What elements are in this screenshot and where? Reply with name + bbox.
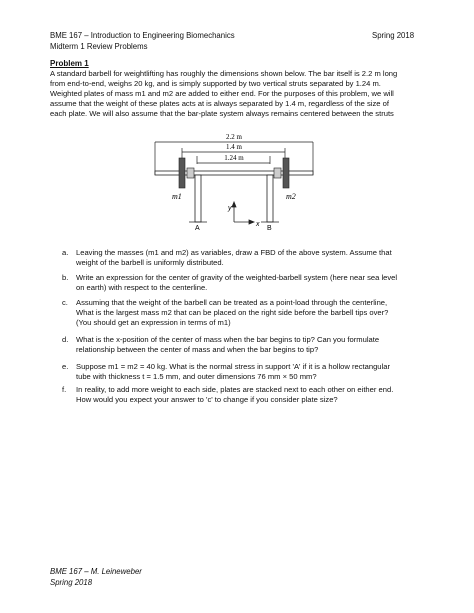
question-label: c.	[62, 298, 68, 307]
question-label: e.	[62, 362, 69, 371]
left-collar	[187, 168, 194, 178]
label-m2: m2	[286, 192, 296, 201]
document-subtitle: Midterm 1 Review Problems	[50, 42, 148, 51]
question-line: Write an expression for the center of gravity of the weighted-barbell system (here near sea level	[76, 273, 398, 282]
barbell-figure	[150, 128, 320, 238]
strut-b	[267, 175, 273, 222]
question-c	[62, 298, 407, 328]
intro-line: A standard barbell for weightlifting has roughly the dimensions shown below. The bar itself is 2.2 m long	[50, 69, 398, 78]
right-plate	[283, 158, 289, 188]
question-f	[62, 385, 407, 405]
footer-term: Spring 2018	[50, 578, 93, 587]
question-line: weight of the barbell is uniformly distributed.	[76, 258, 224, 268]
problem-title: Problem 1	[50, 59, 89, 68]
label-y: y	[228, 205, 232, 212]
question-a	[62, 248, 407, 268]
dim-bar-label: 2.2 m	[226, 133, 242, 141]
intro-line: each plate. We will also assume that the bar-plate system always remains centered between the struts	[50, 109, 394, 119]
dim-plates-label: 1.4 m	[226, 143, 242, 151]
question-line: Suppose m1 = m2 = 40 kg. What is the normal stress in support 'A' if it is a hollow rectangular	[76, 362, 390, 371]
label-x: x	[256, 221, 260, 228]
strut-a	[195, 175, 201, 222]
dim-struts-label: 1.24 m	[224, 154, 244, 162]
question-label: d.	[62, 335, 69, 344]
term-label: Spring 2018	[372, 31, 415, 40]
label-b: B	[267, 225, 272, 232]
question-line: Leaving the masses (m1 and m2) as variables, draw a FBD of the above system. Assume that	[76, 248, 392, 257]
problem-intro	[50, 69, 400, 119]
question-line: In reality, to add more weight to each side, plates are stacked next to each other on either end.	[76, 385, 394, 394]
intro-line: assume that the weight of these plates acts at is always separated by 1.4 m, regardless of the size of	[50, 99, 389, 109]
course-title: BME 167 – Introduction to Engineering Biomechanics	[50, 31, 235, 40]
question-d	[62, 335, 407, 355]
right-collar	[274, 168, 281, 178]
question-line: (You should get an expression in terms of m1)	[76, 318, 231, 328]
question-line: How would you expect your answer to 'c' to change if you consider plate size?	[76, 395, 338, 405]
question-line: What is the x-position of the center of mass when the bar begins to tip? Can you formulate	[76, 335, 380, 344]
label-m1: m1	[172, 192, 182, 201]
question-line: on earth) with respect to the centerline.	[76, 283, 208, 293]
footer-author: BME 167 – M. Leineweber	[50, 567, 142, 576]
label-a: A	[195, 225, 200, 232]
question-line: What is the largest mass m2 that can be placed on the right side before the barbell tips over?	[76, 308, 389, 318]
question-label: b.	[62, 273, 69, 282]
coordinate-axes	[232, 202, 254, 224]
question-b	[62, 273, 407, 293]
question-line: Assuming that the weight of the barbell can be treated as a point-load through the centerline,	[76, 298, 388, 307]
question-label: f.	[62, 385, 67, 394]
question-line: relationship between the center of mass and when the bar begins to tip?	[76, 345, 319, 355]
question-line: tube with thickness t = 1.5 mm, and outer dimensions 76 mm × 50 mm?	[76, 372, 317, 382]
question-label: a.	[62, 248, 69, 257]
intro-line: Weighted plates of mass m1 and m2 are added to either end. For the purposes of this problem, we will	[50, 89, 394, 99]
left-plate	[179, 158, 185, 188]
question-e	[62, 362, 407, 382]
intro-line: from end-to-end, weighs 20 kg, and is simply supported by two vertical struts separated by 1.24 m.	[50, 79, 381, 89]
